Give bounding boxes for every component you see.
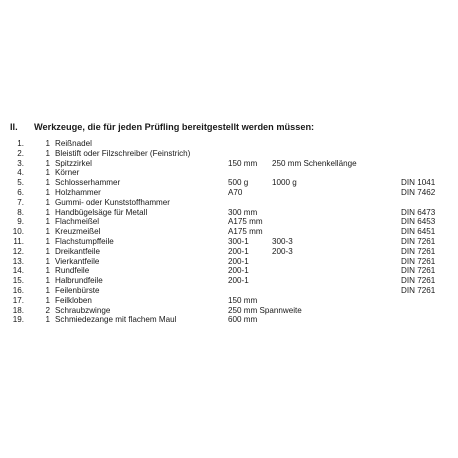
item-din-standard: DIN 6451 [401, 227, 436, 237]
item-quantity: 1 [45, 276, 50, 286]
tool-row [0, 159, 458, 169]
item-spec-primary: 200-1 [228, 246, 249, 256]
item-number: 16. [12, 285, 24, 295]
item-quantity: 1 [45, 266, 50, 276]
item-din-standard: DIN 7261 [401, 285, 436, 295]
item-spec-primary: A70 [228, 187, 243, 197]
item-spec-primary: 600 mm [228, 315, 258, 325]
item-quantity: 2 [45, 305, 50, 315]
item-name: Körner [55, 168, 80, 178]
item-spec-primary: 200-1 [228, 256, 249, 266]
item-number: 9. [17, 217, 24, 227]
item-quantity: 1 [45, 256, 50, 266]
item-spec-primary: 500 g [228, 178, 249, 188]
item-number: 1. [17, 139, 24, 148]
item-name: Feilenbürste [55, 285, 100, 295]
tool-row [0, 198, 458, 208]
item-name: Kreuzmeißel [55, 227, 101, 237]
item-name: Bleistift oder Filzschreiber (Feinstrich) [55, 148, 191, 158]
tool-row [0, 266, 458, 276]
section-heading [10, 122, 314, 132]
item-din-standard: DIN 7261 [401, 236, 436, 246]
item-quantity: 1 [45, 197, 50, 207]
item-number: 10. [12, 227, 24, 237]
item-din-standard: DIN 7261 [401, 246, 436, 256]
item-number: 3. [17, 158, 24, 168]
item-name: Gummi- oder Kunststoffhammer [55, 197, 170, 207]
item-number: 14. [12, 266, 24, 276]
item-spec-secondary: 1000 g [272, 178, 297, 188]
item-name: Vierkantfeile [55, 256, 100, 266]
tool-row [0, 247, 458, 257]
item-number: 11. [13, 236, 24, 246]
item-spec-secondary: 250 mm Schenkellänge [272, 158, 357, 168]
item-name: Dreikantfeile [55, 246, 100, 256]
item-din-standard: DIN 7261 [401, 276, 436, 286]
item-spec-secondary: 200-3 [272, 246, 293, 256]
item-din-standard: DIN 7261 [401, 266, 436, 276]
tool-row [0, 286, 458, 296]
item-number: 2. [17, 148, 24, 158]
item-number: 19. [12, 315, 24, 325]
tool-row [0, 168, 458, 178]
item-quantity: 1 [45, 207, 50, 217]
tool-list [0, 139, 458, 325]
item-quantity: 1 [45, 227, 50, 237]
item-din-standard: DIN 7462 [401, 187, 436, 197]
item-number: 15. [12, 276, 24, 286]
tool-row [0, 178, 458, 188]
tool-row [0, 276, 458, 286]
tool-row [0, 257, 458, 267]
item-name: Schlosserhammer [55, 178, 121, 188]
item-spec-primary: A175 mm [228, 217, 263, 227]
item-spec-primary: 300 mm [228, 207, 258, 217]
item-number: 12. [12, 246, 24, 256]
item-name: Rundfeile [55, 266, 90, 276]
tool-row [0, 227, 458, 237]
tool-row [0, 306, 458, 316]
tool-row [0, 217, 458, 227]
item-name: Flachmeißel [55, 217, 100, 227]
item-spec-primary: 150 mm [228, 295, 258, 305]
item-number: 7. [17, 197, 24, 207]
item-name: Schraubzwinge [55, 305, 111, 315]
item-number: 6. [17, 187, 24, 197]
item-name: Feilkloben [55, 295, 92, 305]
item-name: Flachstumpffeile [55, 236, 114, 246]
item-quantity: 1 [45, 246, 50, 256]
item-quantity: 1 [45, 217, 50, 227]
item-din-standard: DIN 6453 [401, 217, 436, 227]
item-name: Spitzzirkel [55, 158, 92, 168]
section-number: II. [10, 122, 18, 132]
item-spec-primary: 200-1 [228, 276, 249, 286]
item-quantity: 1 [45, 178, 50, 188]
item-quantity: 1 [45, 315, 50, 325]
item-din-standard: DIN 1041 [401, 178, 436, 188]
item-quantity: 1 [45, 285, 50, 295]
item-spec-primary: 150 mm [228, 158, 258, 168]
item-number: 8. [17, 207, 24, 217]
item-spec-primary: 200-1 [228, 266, 249, 276]
item-spec-secondary: 300-3 [272, 236, 293, 246]
section-title: Werkzeuge, die für jeden Prüfling bereitgestellt werden müssen: [34, 122, 315, 132]
item-spec-primary: 300-1 [228, 236, 249, 246]
item-name: Schmiedezange mit flachem Maul [55, 315, 177, 325]
item-number: 17. [12, 295, 24, 305]
tool-row [0, 296, 458, 306]
item-name: Halbrundfeile [55, 276, 103, 286]
item-quantity: 1 [45, 236, 50, 246]
item-quantity: 1 [45, 187, 50, 197]
item-quantity: 1 [45, 295, 50, 305]
item-quantity: 1 [45, 158, 50, 168]
tool-row [0, 208, 458, 218]
item-number: 13. [12, 256, 24, 266]
item-name: Holzhammer [55, 187, 101, 197]
tool-row [0, 237, 458, 247]
item-quantity: 1 [45, 168, 50, 178]
item-number: 18. [12, 305, 24, 315]
tool-row [0, 188, 458, 198]
item-spec-primary: 250 mm Spannweite [228, 305, 302, 315]
item-spec-primary: A175 mm [228, 227, 263, 237]
item-quantity: 1 [45, 139, 50, 148]
item-din-standard: DIN 6473 [401, 207, 436, 217]
item-quantity: 1 [45, 148, 50, 158]
item-din-standard: DIN 7261 [401, 256, 436, 266]
tool-row [0, 315, 458, 325]
item-number: 5. [17, 178, 24, 188]
item-number: 4. [17, 168, 24, 178]
item-name: Handbügelsäge für Metall [55, 207, 148, 217]
tool-row [0, 139, 458, 149]
tool-row [0, 149, 458, 159]
item-name: Reißnadel [55, 139, 92, 148]
